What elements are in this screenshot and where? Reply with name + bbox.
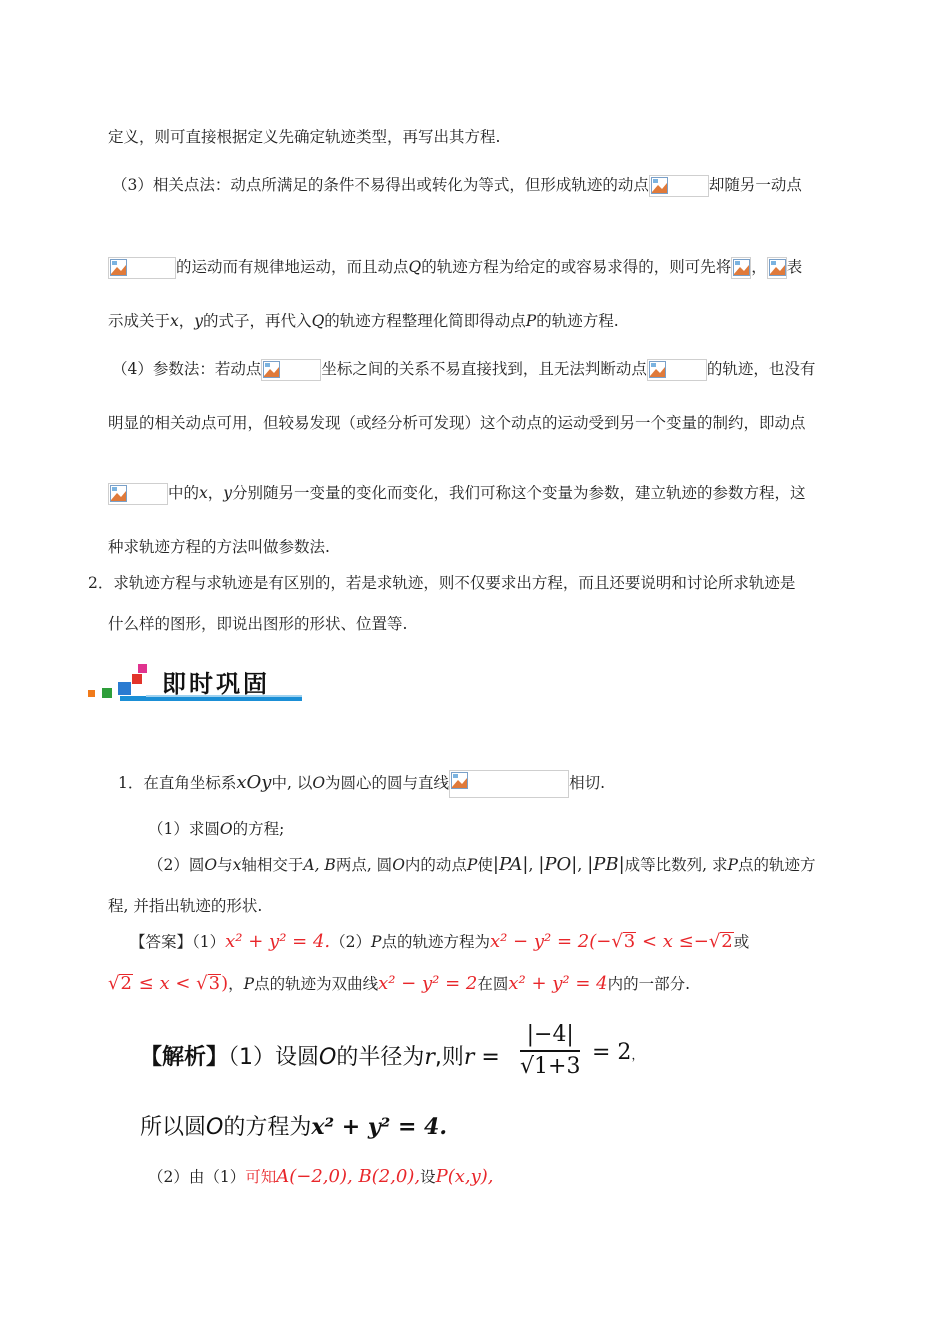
text-line: 定义，则可直接根据定义先确定轨迹类型，再写出其方程. [108, 128, 501, 146]
formula-image [731, 257, 751, 279]
item-4-line-3: 中的x，y分别随另一变量的变化而变化，我们可称这个变量为参数，建立轨迹的参数方程，这 [108, 482, 806, 505]
banner-square-green [102, 688, 112, 698]
banner-square-blue [118, 682, 131, 695]
image-placeholder-icon [263, 361, 280, 378]
problem-1-stem: 1．在直角坐标系xOy中, 以O为圆心的圆与直线 相切. [118, 770, 605, 798]
banner-title: 即时巩固 [162, 670, 270, 698]
problem-1-q1: （1）求圆O的方程; [148, 820, 285, 838]
answer-line-1: 【答案】（1）x² + y² = 4.（2）P点的轨迹方程为x² − y² = 2(−√3 < x ≤−√2或 [130, 931, 750, 952]
banner-square-orange [88, 690, 95, 697]
image-placeholder-icon [451, 772, 468, 789]
item-4-line-2: 明显的相关动点可用，但较易发现（或经分析可发现）这个动点的运动受到另一个变量的制约，即动点 [108, 414, 806, 432]
point-2-line-2: 什么样的图形，即说出图形的形状、位置等. [108, 615, 408, 633]
item-3-line-1: （3）相关点法：动点所满足的条件不易得出或转化为等式，但形成轨迹的动点 却随另一动点 [112, 174, 802, 197]
image-placeholder-icon [769, 259, 786, 276]
item-3-line-2: 的运动而有规律地运动，而且动点Q的轨迹方程为给定的或容易求得的，则可先将 ， 表 [108, 256, 802, 279]
image-placeholder-icon [110, 485, 127, 502]
analysis-line-1: 【解析】（1）设圆O的半径为r,则r = [140, 1045, 500, 1070]
formula-image [108, 483, 168, 505]
analysis-line-2: 所以圆O的方程为x² + y² = 4. [140, 1114, 448, 1140]
analysis-line-3: （2）由（1）可知A(−2,0), B(2,0),设P(x,y), [148, 1166, 494, 1187]
image-placeholder-icon [649, 361, 666, 378]
formula-image [767, 257, 787, 279]
image-placeholder-icon [733, 259, 750, 276]
item-4-line-4: 种求轨迹方程的方法叫做参数法. [108, 538, 330, 556]
banner-square-red [132, 674, 142, 684]
image-placeholder-icon [651, 177, 668, 194]
item-4-line-1: （4）参数法：若动点 坐标之间的关系不易直接找到，且无法判断动点 的轨迹，也没有 [112, 358, 815, 381]
formula-image [449, 770, 569, 798]
problem-1-q2-line-2: 程, 并指出轨迹的形状. [108, 897, 263, 915]
analysis-result: = 2， [592, 1040, 644, 1065]
item-3-line-3: 示成关于x，y的式子，再代入Q的轨迹方程整理化简即得动点P的轨迹方程. [108, 312, 619, 330]
section-banner [88, 664, 304, 704]
point-2-line-1: 2．求轨迹方程与求轨迹是有区别的，若是求轨迹，则不仅要求出方程，而且还要说明和讨论所求轨迹是 [88, 574, 796, 592]
formula-image [647, 359, 707, 381]
analysis-fraction: $\frac{|-4|}{√1+3}$ [520, 1022, 581, 1079]
problem-1-q2: （2）圆O与x轴相交于A, B两点, 圆O内的动点P使|PA|, |PO|, |PB|成等比数列, 求P点的轨迹方 [148, 854, 816, 875]
banner-square-pink [138, 664, 147, 673]
image-placeholder-icon [110, 259, 127, 276]
formula-image [108, 257, 176, 279]
formula-image [261, 359, 321, 381]
formula-image [649, 175, 709, 197]
answer-line-2: √2 ≤ x < √3)，P点的轨迹为双曲线x² − y² = 2在圆x² + y² = 4内的一部分. [108, 973, 691, 994]
